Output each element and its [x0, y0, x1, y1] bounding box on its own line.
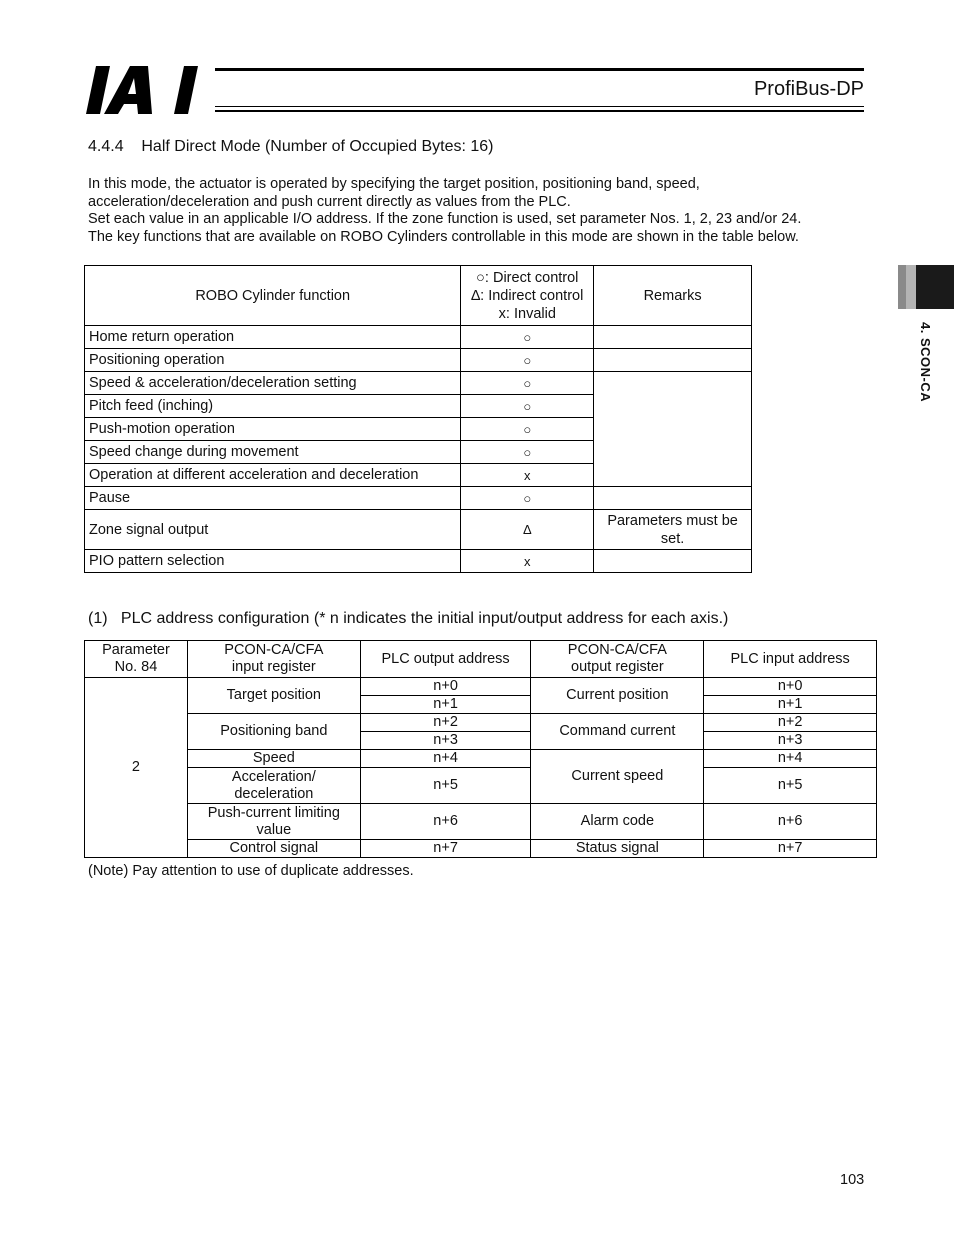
output-address: n+3 [360, 732, 531, 750]
input-address: n+2 [704, 714, 877, 732]
output-register-cell: Alarm code [531, 804, 704, 840]
input-address: n+6 [704, 804, 877, 840]
output-register-cell: Command current [531, 714, 704, 750]
mark-cell: ○ [461, 418, 594, 441]
function-cell: PIO pattern selection [85, 550, 461, 573]
output-address: n+0 [360, 678, 531, 696]
output-address: n+4 [360, 750, 531, 768]
function-cell: Speed change during movement [85, 441, 461, 464]
mark-cell: ○ [461, 395, 594, 418]
function-cell: Push-motion operation [85, 418, 461, 441]
function-table [84, 265, 752, 573]
input-register-cell: Speed [187, 750, 360, 768]
header-output-register: PCON-CA/CFA output register [531, 641, 704, 678]
remarks-cell [594, 487, 752, 510]
plc-address-table [84, 640, 877, 858]
header-legend: ○: Direct control ∆: Indirect control x: Invalid [461, 266, 594, 326]
input-address: n+7 [704, 840, 877, 858]
header-function: ROBO Cylinder function [85, 266, 461, 326]
output-address: n+6 [360, 804, 531, 840]
function-cell: Operation at different acceleration and deceleration [85, 464, 461, 487]
output-address: n+2 [360, 714, 531, 732]
note-text: (Note) Pay attention to use of duplicate addresses. [88, 863, 414, 879]
remarks-cell [594, 550, 752, 573]
intro-line: In this mode, the actuator is operated by specifying the target position, positioning band, speed, [88, 176, 700, 192]
iai-logo [86, 66, 206, 114]
mark-cell: x [461, 550, 594, 573]
mark-cell: ∆ [461, 510, 594, 550]
plc-section-title: (1) PLC address configuration (* n indicates the initial input/output address for each axis.) [88, 610, 729, 627]
intro-line: Set each value in an applicable I/O address. If the zone function is used, set parameter Nos. 1, 2, 23 and/or 24. [88, 211, 802, 227]
header-rule-thin [215, 106, 864, 107]
output-address: n+1 [360, 696, 531, 714]
function-cell: Pitch feed (inching) [85, 395, 461, 418]
mark-cell: ○ [461, 372, 594, 395]
header-param: Parameter No. 84 [85, 641, 188, 678]
output-register-cell: Current position [531, 678, 704, 714]
input-address: n+1 [704, 696, 877, 714]
chapter-tab [898, 265, 954, 309]
header-rule-bottom [215, 110, 864, 112]
input-register-cell: Push-current limiting value [187, 804, 360, 840]
product-name: ProfiBus-DP [753, 78, 864, 100]
header-rule-top [215, 68, 864, 71]
header-plc-output: PLC output address [360, 641, 531, 678]
input-register-cell: Acceleration/ deceleration [187, 768, 360, 804]
mark-cell: x [461, 464, 594, 487]
function-cell: Speed & acceleration/deceleration setting [85, 372, 461, 395]
input-register-cell: Target position [187, 678, 360, 714]
mark-cell: ○ [461, 441, 594, 464]
remarks-cell: Parameters must be set. [594, 510, 752, 550]
mark-cell: ○ [461, 349, 594, 372]
mark-cell: ○ [461, 487, 594, 510]
header-remarks: Remarks [594, 266, 752, 326]
function-cell: Pause [85, 487, 461, 510]
function-cell: Home return operation [85, 326, 461, 349]
param-value: 2 [85, 678, 188, 858]
intro-line: The key functions that are available on ROBO Cylinders controllable in this mode are shown in the table below. [88, 228, 799, 245]
function-cell: Zone signal output [85, 510, 461, 550]
remarks-cell [594, 326, 752, 349]
page-number: 103 [840, 1172, 865, 1188]
remarks-cell [594, 349, 752, 372]
intro-text [88, 176, 868, 246]
input-address: n+0 [704, 678, 877, 696]
output-register-cell: Status signal [531, 840, 704, 858]
output-register-cell: Current speed [531, 750, 704, 804]
section-title: 4.4.4 Half Direct Mode (Number of Occupied Bytes: 16) [88, 138, 494, 155]
mark-cell: ○ [461, 326, 594, 349]
input-register-cell: Positioning band [187, 714, 360, 750]
header-plc-input: PLC input address [704, 641, 877, 678]
input-address: n+4 [704, 750, 877, 768]
remarks-cell-merged [594, 372, 752, 487]
header-input-register: PCON-CA/CFA input register [187, 641, 360, 678]
output-address: n+5 [360, 768, 531, 804]
output-address: n+7 [360, 840, 531, 858]
intro-line: acceleration/deceleration and push current directly as values from the PLC. [88, 193, 571, 210]
input-address: n+3 [704, 732, 877, 750]
function-cell: Positioning operation [85, 349, 461, 372]
input-address: n+5 [704, 768, 877, 804]
input-register-cell: Control signal [187, 840, 360, 858]
chapter-label: 4. SCON-CA [918, 322, 933, 403]
